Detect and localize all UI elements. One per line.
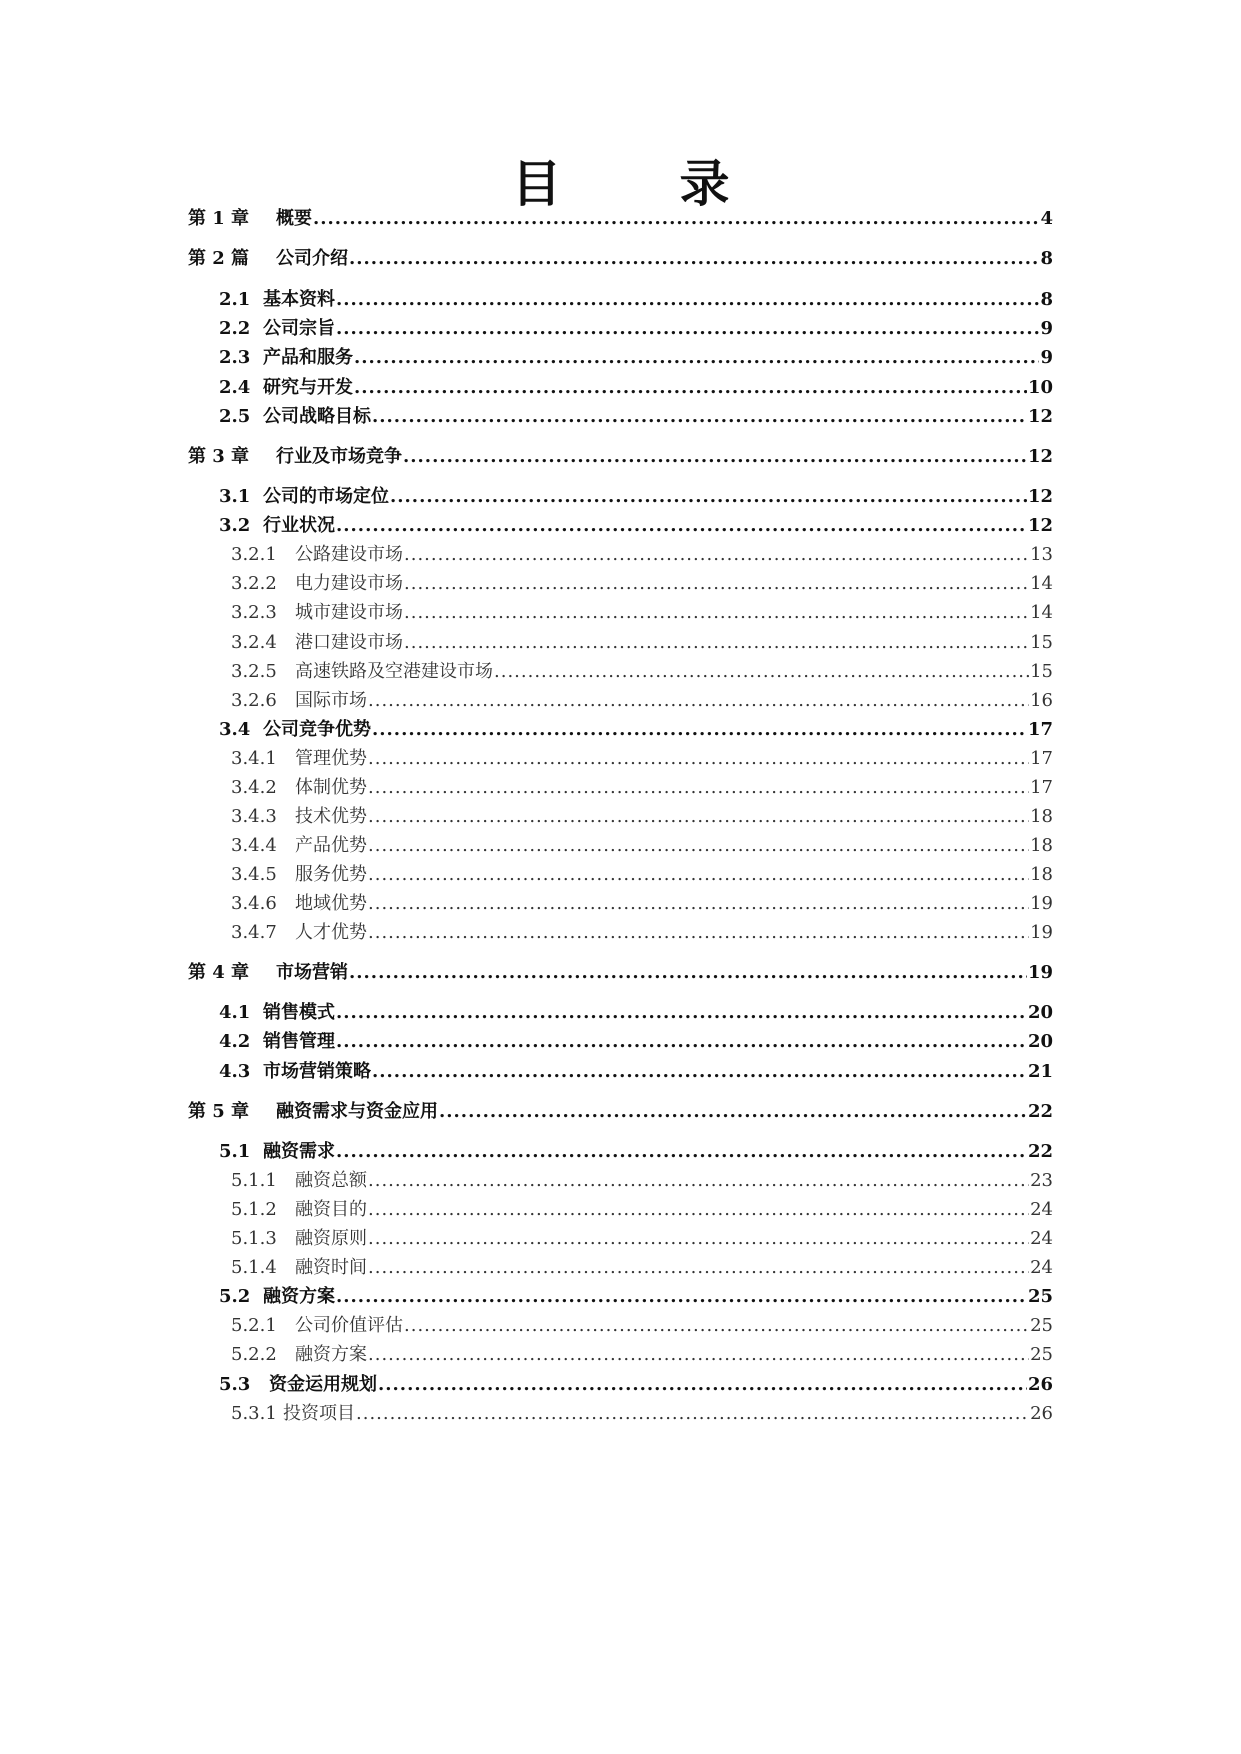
dot-leader: [336, 1029, 1027, 1055]
dot-leader: [368, 775, 1029, 801]
toc-entry-page-number: 25: [1030, 1344, 1053, 1365]
toc-entry-page-number: 17: [1030, 748, 1053, 769]
toc-entry-page-number: 21: [1027, 1061, 1053, 1082]
toc-entry-title: 融资方案: [263, 1286, 335, 1307]
dot-leader: [349, 246, 1039, 272]
toc-entry-title: 服务优势: [295, 864, 367, 885]
toc-entry-number: 第 2 篇: [188, 248, 250, 269]
toc-entry-title: 公路建设市场: [295, 544, 403, 565]
toc-entry-page-number: 12: [1027, 486, 1053, 507]
toc-entry-page-number: 20: [1027, 1031, 1053, 1052]
toc-entry[interactable]: [231, 1226, 1053, 1252]
toc-entry-title: 研究与开发: [263, 377, 353, 398]
toc-entry-title: 融资需求与资金应用: [276, 1101, 438, 1122]
toc-entry-title: 行业状况: [263, 515, 335, 536]
toc-entry[interactable]: [231, 891, 1053, 917]
toc-entry-title: 公司介绍: [276, 248, 348, 269]
toc-entry-number: 第 5 章: [188, 1101, 250, 1122]
toc-entry-title: 电力建设市场: [295, 573, 403, 594]
toc-entry-page-number: 24: [1030, 1257, 1053, 1278]
toc-entry[interactable]: [231, 571, 1053, 597]
toc-entry-number: 第 4 章: [188, 962, 250, 983]
toc-entry[interactable]: [219, 1372, 1053, 1398]
toc-entry-number: 2.1: [219, 289, 251, 310]
toc-entry-title: 融资需求: [263, 1141, 335, 1162]
dot-leader: [336, 287, 1039, 313]
dot-leader: [368, 688, 1029, 714]
toc-entry[interactable]: [231, 1168, 1053, 1194]
dot-leader: [404, 600, 1029, 626]
toc-entry-number: 2.3: [219, 347, 251, 368]
toc-entry-page-number: 9: [1040, 318, 1053, 339]
dot-leader: [494, 659, 1029, 685]
dot-leader: [368, 1226, 1029, 1252]
toc-entry-page-number: 10: [1027, 377, 1053, 398]
toc-entry-title: 概要: [276, 208, 312, 229]
toc-entry-number: 3.1: [219, 486, 251, 507]
toc-entry[interactable]: [219, 1059, 1053, 1085]
dot-leader: [372, 717, 1027, 743]
toc-entry-number: 3.2.1: [231, 544, 277, 565]
toc-entry[interactable]: [231, 804, 1053, 830]
toc-entry-title: 投资项目: [283, 1403, 355, 1424]
dot-leader: [354, 375, 1027, 401]
toc-entry-number: 2.5: [219, 406, 251, 427]
toc-entry-title: 市场营销: [276, 962, 348, 983]
dot-leader: [368, 1197, 1029, 1223]
toc-entry-page-number: 8: [1040, 248, 1053, 269]
toc-entry-page-number: 13: [1030, 544, 1053, 565]
toc-entry-number: 3.4.6: [231, 893, 277, 914]
toc-entry-number: 5.1.3: [231, 1228, 277, 1249]
toc-entry-number: 4.3: [219, 1061, 251, 1082]
toc-entry-title: 产品优势: [295, 835, 367, 856]
toc-entry-number: 3.4.3: [231, 806, 277, 827]
toc-entry-number: 3.2.3: [231, 602, 277, 623]
toc-entry-title: 融资原则: [295, 1228, 367, 1249]
toc-entry[interactable]: [231, 1401, 1053, 1427]
toc-entry-title: 融资时间: [295, 1257, 367, 1278]
dot-leader: [404, 571, 1029, 597]
toc-entry[interactable]: [231, 1255, 1053, 1281]
toc-entry-page-number: 12: [1027, 515, 1053, 536]
toc-entry-title: 技术优势: [295, 806, 367, 827]
toc-entry[interactable]: [219, 1284, 1053, 1310]
dot-leader: [372, 1059, 1027, 1085]
toc-entry-title: 人才优势: [295, 922, 367, 943]
toc-entry-title: 市场营销策略: [263, 1061, 371, 1082]
toc-entry[interactable]: [231, 746, 1053, 772]
toc-entry-title: 城市建设市场: [295, 602, 403, 623]
toc-entry-title: 资金运用规划: [269, 1374, 377, 1395]
dot-leader: [368, 920, 1029, 946]
toc-entry-title: 公司竞争优势: [263, 719, 371, 740]
dot-leader: [378, 1372, 1027, 1398]
toc-entry-number: 3.4.1: [231, 748, 277, 769]
toc-entry[interactable]: [188, 246, 1053, 272]
toc-entry-number: 3.2.5: [231, 661, 277, 682]
dot-leader: [404, 630, 1029, 656]
toc-entry-page-number: 16: [1030, 690, 1053, 711]
toc-entry-number: 3.2.6: [231, 690, 277, 711]
dot-leader: [336, 1000, 1027, 1026]
toc-entry-number: 5.1: [219, 1141, 251, 1162]
toc-entry[interactable]: [231, 542, 1053, 568]
dot-leader: [336, 513, 1027, 539]
dot-leader: [368, 833, 1029, 859]
toc-entry-number: 5.1.2: [231, 1199, 277, 1220]
toc-entry[interactable]: [231, 1313, 1053, 1339]
toc-entry-page-number: 9: [1040, 347, 1053, 368]
toc-entry[interactable]: [188, 1099, 1053, 1125]
toc-entry-title: 公司战略目标: [263, 406, 371, 427]
toc-entry[interactable]: [219, 1000, 1053, 1026]
toc-entry[interactable]: [231, 1197, 1053, 1223]
toc-entry-page-number: 14: [1030, 573, 1053, 594]
toc-entry-number: 第 1 章: [188, 208, 250, 229]
toc-entry-title: 产品和服务: [263, 347, 353, 368]
toc-entry[interactable]: [188, 206, 1053, 232]
toc-entry-number: 3.4: [219, 719, 251, 740]
toc-entry-number: 5.1.1: [231, 1170, 277, 1191]
dot-leader: [403, 444, 1027, 470]
toc-entry-page-number: 19: [1030, 922, 1053, 943]
toc-entry-number: 3.4.4: [231, 835, 277, 856]
toc-entry-page-number: 24: [1030, 1228, 1053, 1249]
toc-entry-page-number: 19: [1030, 893, 1053, 914]
dot-leader: [372, 404, 1027, 430]
toc-entry-number: 4.2: [219, 1031, 251, 1052]
toc-entry[interactable]: [231, 630, 1053, 656]
toc-entry[interactable]: [219, 1139, 1053, 1165]
toc-entry[interactable]: [219, 513, 1053, 539]
toc-entry-page-number: 8: [1040, 289, 1053, 310]
toc-entry-page-number: 26: [1027, 1374, 1053, 1395]
dot-leader: [368, 891, 1029, 917]
toc-entry-page-number: 18: [1030, 835, 1053, 856]
toc-entry-title: 销售模式: [263, 1002, 335, 1023]
toc-entry-page-number: 20: [1027, 1002, 1053, 1023]
dot-leader: [336, 316, 1039, 342]
dot-leader: [368, 804, 1029, 830]
toc-entry-number: 3.4.7: [231, 922, 277, 943]
toc-entry[interactable]: [219, 316, 1053, 342]
toc-entry-number: 5.2.1: [231, 1315, 277, 1336]
dot-leader: [354, 345, 1039, 371]
toc-entry-title: 基本资料: [263, 289, 335, 310]
toc-entry-page-number: 18: [1030, 806, 1053, 827]
toc-entry-number: 4.1: [219, 1002, 251, 1023]
dot-leader: [368, 862, 1029, 888]
toc-entry-number: 5.1.4: [231, 1257, 277, 1278]
dot-leader: [356, 1401, 1029, 1427]
toc-entry-title: 港口建设市场: [295, 632, 403, 653]
toc-entry[interactable]: [219, 404, 1053, 430]
toc-entry-page-number: 17: [1027, 719, 1053, 740]
toc-entry[interactable]: [219, 484, 1053, 510]
dot-leader: [336, 1139, 1027, 1165]
toc-entry-number: 3.2: [219, 515, 251, 536]
toc-entry-title: 管理优势: [295, 748, 367, 769]
toc-entry[interactable]: [219, 1029, 1053, 1055]
toc-entry-number: 5.2.2: [231, 1344, 277, 1365]
toc-entry-number: 5.3.1: [231, 1403, 277, 1424]
toc-entry-number: 5.2: [219, 1286, 251, 1307]
toc-entry[interactable]: [231, 1342, 1053, 1368]
dot-leader: [368, 1255, 1029, 1281]
toc-entry[interactable]: [231, 862, 1053, 888]
toc-entry-page-number: 25: [1027, 1286, 1053, 1307]
toc-entry-page-number: 4: [1040, 208, 1053, 229]
toc-entry[interactable]: [219, 287, 1053, 313]
toc-entry-page-number: 25: [1030, 1315, 1053, 1336]
toc-entry-number: 5.3: [219, 1374, 251, 1395]
toc-entry[interactable]: [231, 659, 1053, 685]
toc-entry-title: 国际市场: [295, 690, 367, 711]
toc-entry-title: 公司价值评估: [295, 1315, 403, 1336]
toc-entry-number: 3.4.5: [231, 864, 277, 885]
toc-entry[interactable]: [188, 960, 1053, 986]
toc-entry-title: 行业及市场竞争: [276, 446, 402, 467]
toc-entry-page-number: 22: [1027, 1101, 1053, 1122]
toc-entry-title: 公司宗旨: [263, 318, 335, 339]
toc-entry[interactable]: [231, 920, 1053, 946]
page-title: 目 录: [511, 154, 764, 213]
toc-entry[interactable]: [219, 375, 1053, 401]
toc-entry-title: 融资目的: [295, 1199, 367, 1220]
toc-entry-page-number: 12: [1027, 406, 1053, 427]
dot-leader: [313, 206, 1039, 232]
toc-entry-page-number: 12: [1027, 446, 1053, 467]
toc-entry-number: 3.2.4: [231, 632, 277, 653]
toc-entry-page-number: 15: [1030, 661, 1053, 682]
dot-leader: [439, 1099, 1027, 1125]
toc-entry-number: 3.4.2: [231, 777, 277, 798]
toc-entry-title: 地域优势: [295, 893, 367, 914]
toc-entry[interactable]: [188, 444, 1053, 470]
toc-entry-number: 2.2: [219, 318, 251, 339]
toc-entry-page-number: 15: [1030, 632, 1053, 653]
toc-entry-title: 融资方案: [295, 1344, 367, 1365]
toc-entry[interactable]: [219, 717, 1053, 743]
toc-entry-number: 2.4: [219, 377, 251, 398]
toc-entry-page-number: 22: [1027, 1141, 1053, 1162]
dot-leader: [368, 746, 1029, 772]
dot-leader: [404, 1313, 1029, 1339]
dot-leader: [349, 960, 1027, 986]
toc-entry-number: 第 3 章: [188, 446, 250, 467]
toc-entry[interactable]: [231, 688, 1053, 714]
dot-leader: [368, 1168, 1029, 1194]
dot-leader: [336, 1284, 1027, 1310]
toc-entry[interactable]: [231, 600, 1053, 626]
toc-entry-number: 3.2.2: [231, 573, 277, 594]
dot-leader: [368, 1342, 1029, 1368]
toc-entry-title: 销售管理: [263, 1031, 335, 1052]
toc-entry-title: 高速铁路及空港建设市场: [295, 661, 493, 682]
toc-entry-page-number: 19: [1027, 962, 1053, 983]
toc-entry-page-number: 18: [1030, 864, 1053, 885]
toc-entry-page-number: 26: [1030, 1403, 1053, 1424]
toc-entry-page-number: 23: [1030, 1170, 1053, 1191]
dot-leader: [404, 542, 1029, 568]
toc-entry[interactable]: [231, 775, 1053, 801]
toc-entry-title: 公司的市场定位: [263, 486, 389, 507]
toc-entry-title: 体制优势: [295, 777, 367, 798]
toc-entry[interactable]: [219, 345, 1053, 371]
dot-leader: [390, 484, 1027, 510]
toc-entry[interactable]: [231, 833, 1053, 859]
toc-entry-title: 融资总额: [295, 1170, 367, 1191]
toc-entry-page-number: 14: [1030, 602, 1053, 623]
toc-entry-page-number: 24: [1030, 1199, 1053, 1220]
toc-entry-page-number: 17: [1030, 777, 1053, 798]
